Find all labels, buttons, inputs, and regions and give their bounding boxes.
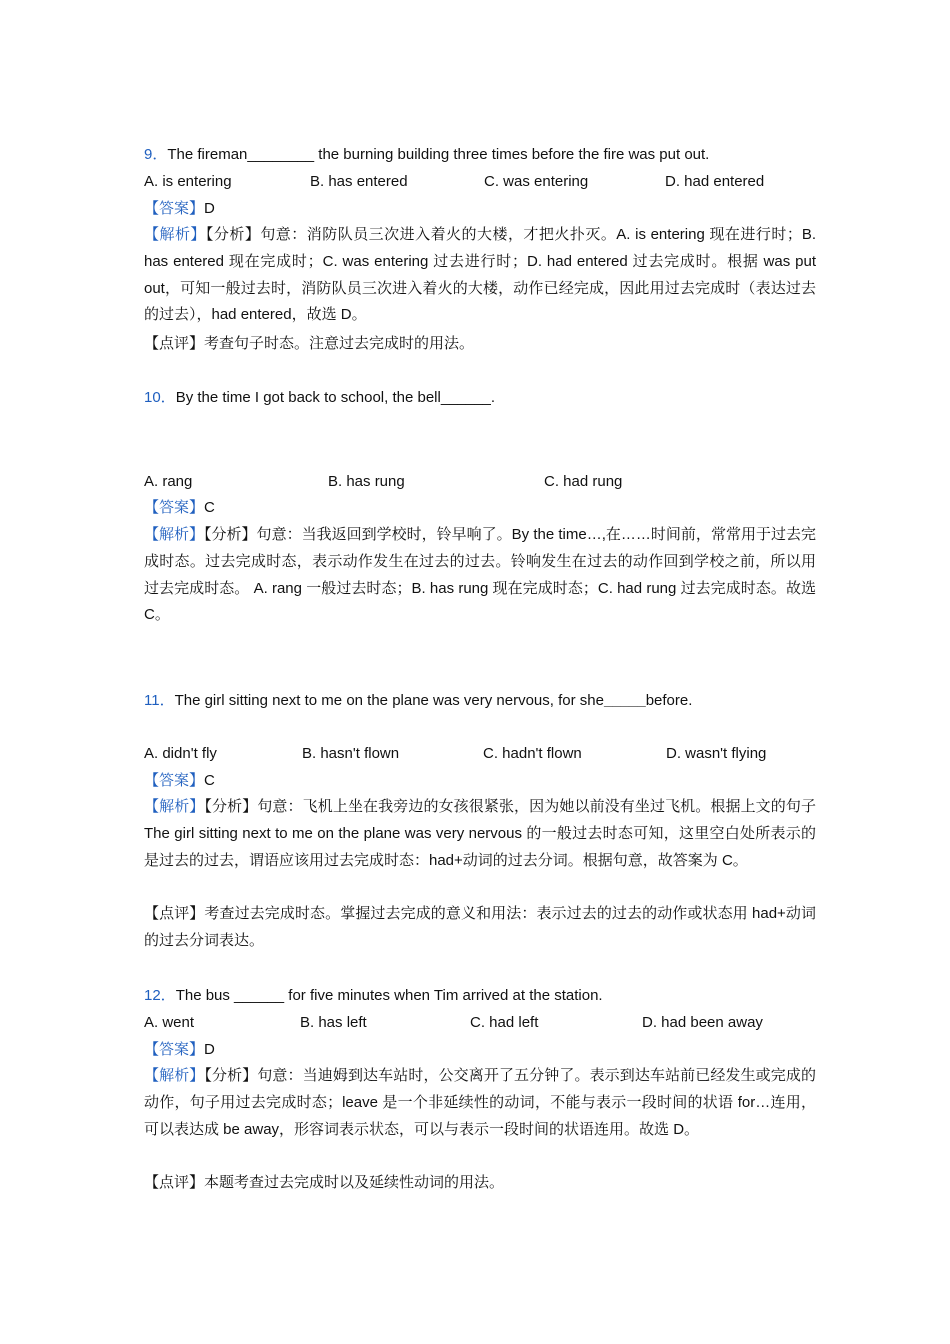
question-text: By the time I got back to school, the bell______. (175, 389, 496, 406)
question-text: The fireman________ the burning building three times before the fire was put out. (167, 146, 710, 163)
question-text-end: before. (645, 692, 693, 709)
option-b: B. has rung (328, 473, 405, 490)
option-d: D. had entered (665, 173, 765, 190)
answer-value: C (204, 772, 215, 789)
option-c: C. had rung (544, 473, 623, 490)
question-12-answer (144, 1040, 215, 1060)
question-11-answer (144, 771, 215, 791)
question-11-stem (144, 691, 692, 711)
analysis-text: 【分析】句意：消防队员三次进入着火的大楼，才把火扑灭。A. is entering 现在进行时；B. has entered 现在完成时；C. was entering 过去进行时；D. had entered 过去完成时。根据 was put out，可知一般过去时，消防队员三次进入着火的大楼，动作已经完成，因此用过去完成时（表达过去的过去），had entered，故选 D。 (144, 226, 816, 324)
question-number: 11． (144, 692, 175, 709)
question-12-comment: 【点评】本题考查过去完成时以及延续性动词的用法。 (144, 1174, 505, 1191)
analysis-text: 【分析】句意：飞机上坐在我旁边的女孩很紧张，因为她以前没有坐过飞机。根据上文的句子 The girl sitting next to me on the plane was very nervous 的一般过去时态可知，这里空白处所表示的是过去的过去，谓语应该用过去完成时态：had+动词的过去分词。根据句意，故答案为 C。 (144, 798, 816, 869)
question-11-analysis (144, 794, 816, 874)
analysis-label: 【解析】 (144, 798, 205, 815)
question-12-stem (144, 986, 603, 1006)
question-text: The girl sitting next to me on the plane was very nervous, for she (174, 692, 604, 709)
option-b: B. has left (300, 1014, 367, 1031)
answer-label: 【答案】 (144, 772, 205, 789)
option-b: B. has entered (310, 173, 408, 190)
question-number: 9． (144, 146, 168, 163)
question-10-analysis (144, 522, 816, 629)
option-a: A. is entering (144, 173, 232, 190)
question-number: 12． (144, 987, 176, 1004)
analysis-label: 【解析】 (144, 526, 205, 543)
option-a: A. rang (144, 473, 193, 490)
question-11-comment: 【点评】考查过去完成时态。掌握过去完成的意义和用法：表示过去的过去的动作或状态用 had+动词的过去分词表达。 (144, 905, 816, 949)
analysis-text: 【分析】句意：当我返回到学校时，铃早响了。By the time…,在……时间前，常常用于过去完成时态。过去完成时态，表示动作发生在过去的过去。铃响发生在过去的动作回到学校之前，所以用过去完成时态。 A. rang 一般过去时态；B. has rung 现在完成时态；C. had rung 过去完成时态。故选 C。 (144, 526, 816, 624)
question-9-stem (144, 145, 709, 165)
answer-label: 【答案】 (144, 200, 205, 217)
analysis-text: 【分析】句意：当迪姆到达车站时，公交离开了五分钟了。表示到达车站前已经发生或完成的动作，句子用过去完成时态；leave 是一个非延续性的动词，不能与表示一段时间的状语 for…连用，可以表达成 be away，形容词表示状态，可以与表示一段时间的状语连用。故选 D。 (144, 1067, 816, 1138)
option-a: A. didn't fly (144, 745, 217, 762)
option-d: D. wasn't flying (666, 745, 767, 762)
option-c: C. had left (470, 1014, 539, 1031)
question-9-answer (144, 199, 215, 219)
question-10-answer (144, 498, 215, 518)
question-10-stem (144, 388, 495, 408)
answer-label: 【答案】 (144, 499, 205, 516)
question-9-analysis (144, 222, 816, 329)
question-9-comment: 【点评】考查句子时态。注意过去完成时的用法。 (144, 335, 475, 352)
answer-value: D (204, 1041, 215, 1058)
answer-value: D (204, 200, 215, 217)
question-12-analysis (144, 1063, 816, 1143)
option-a: A. went (144, 1014, 195, 1031)
analysis-label: 【解析】 (144, 1067, 205, 1084)
option-d: D. had been away (642, 1014, 763, 1031)
answer-value: C (204, 499, 215, 516)
option-c: C. hadn't flown (483, 745, 582, 762)
answer-label: 【答案】 (144, 1041, 205, 1058)
option-c: C. was entering (484, 173, 589, 190)
question-text: The bus ______ for five minutes when Tim arrived at the station. (175, 987, 603, 1004)
analysis-label: 【解析】 (144, 226, 206, 243)
question-blank: _____ (603, 692, 646, 709)
question-number: 10． (144, 389, 176, 406)
option-b: B. hasn't flown (302, 745, 400, 762)
